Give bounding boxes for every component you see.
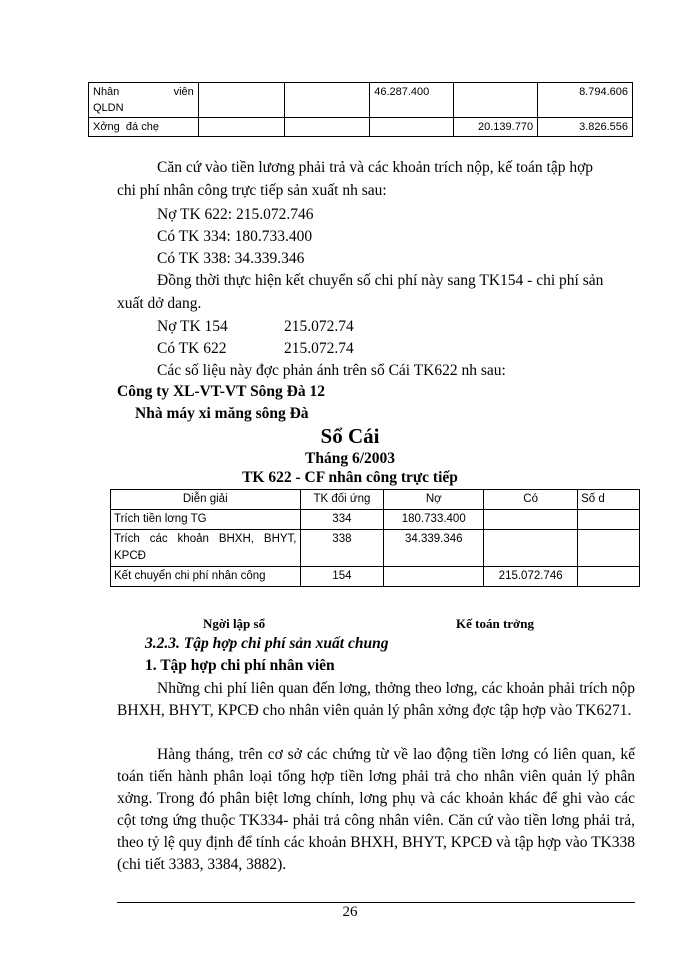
- column-header: Diễn giải: [111, 490, 301, 510]
- table-cell: [454, 83, 538, 118]
- signer-chief-accountant: Kế toán trởng: [456, 616, 534, 631]
- journal-credit: Có TK 334: 180.733.400: [157, 228, 313, 245]
- table-row: [111, 510, 640, 530]
- table-cell: Nhân viên QLDN: [89, 83, 199, 118]
- paragraph: Hàng tháng, trên cơ sở các chứng từ về lao động tiền lơng có liên quan, kế toán tiến hành phân loại tổng hợp tiền lơng phải trả cho nhân viên quản lý phân xởng. Trong đó phân biệt lơng chính, lơng phụ và các khoản khác để ghi vào các cột tơng ứng thuộc TK334- phải trả công nhân viên. Căn cứ vào tiền lơng phải trả, theo tỷ lệ quy định để tính các khoản BHXH, BHYT, KPCĐ và tập hợp vào TK338 (chi tiết 3383, 3384, 3882).: [117, 746, 635, 873]
- table-header-row: [111, 490, 640, 510]
- table-cell: [484, 530, 578, 567]
- journal-debit: Nợ TK 622: 215.072.746: [157, 206, 314, 223]
- footer-rule: [117, 902, 635, 903]
- table-cell: Trích tiền lơng TG: [111, 510, 301, 530]
- table-cell: [198, 118, 284, 137]
- table-row: [89, 83, 633, 118]
- journal-debit-label: Nợ TK 154: [157, 318, 228, 335]
- table-cell: [284, 83, 370, 118]
- table-cell: 8.794.606: [538, 83, 633, 118]
- top-table: [88, 82, 633, 137]
- paragraph-line: xuất dở dang.: [117, 295, 202, 312]
- table-row: [111, 530, 640, 567]
- table-cell: [578, 567, 640, 587]
- table-cell: 180.733.400: [384, 510, 484, 530]
- column-header: Có: [484, 490, 578, 510]
- table-cell: 34.339.346: [384, 530, 484, 567]
- table-cell: 20.139.770: [454, 118, 538, 137]
- journal-credit-label: Có TK 622: [157, 340, 227, 357]
- table-cell: 334: [300, 510, 384, 530]
- paragraph-line: Căn cứ vào tiền lương phải trả và các khoản trích nộp, kế toán tập hợp: [157, 159, 594, 176]
- journal-credit: Có TK 338: 34.339.346: [157, 250, 305, 267]
- paragraph: Những chi phí liên quan đến lơng, thởng theo lơng, các khoản phải trích nộp BHXH, BHYT, KPCĐ cho nhân viên quản lý phân xởng đợc tập hợp vào TK6271.: [117, 680, 635, 719]
- table-cell: 338: [300, 530, 384, 567]
- table-row: [111, 567, 640, 587]
- table-cell: 215.072.746: [484, 567, 578, 587]
- journal-debit-value: 215.072.74: [284, 318, 354, 335]
- table-cell: Kết chuyển chi phí nhân công: [111, 567, 301, 587]
- paragraph-line: chi phí nhân công trực tiếp sản xuất nh sau:: [117, 182, 387, 199]
- table-cell: Trích các khoản BHXH, BHYT, KPCĐ: [111, 530, 301, 567]
- paragraph-line: Đồng thời thực hiện kết chuyển số chi phí này sang TK154 - chi phí sản: [157, 272, 604, 289]
- column-header: TK đối ứng: [300, 490, 384, 510]
- table-cell: 3.826.556: [538, 118, 633, 137]
- table-cell: [284, 118, 370, 137]
- ledger-title: Sổ Cái: [320, 424, 380, 448]
- table-cell: 46.287.400: [370, 83, 454, 118]
- table-cell: [484, 510, 578, 530]
- signer-preparer: Ngời lập sổ: [203, 616, 266, 631]
- ledger-account: TK 622 - CF nhân công trực tiếp: [242, 469, 458, 486]
- section-heading: 3.2.3. Tập hợp chi phí sản xuất chung: [145, 635, 389, 652]
- company-name: Công ty XL-VT-VT Sông Đà 12: [117, 383, 326, 400]
- ledger-table: [110, 489, 640, 587]
- ledger-month: Tháng 6/2003: [304, 450, 395, 467]
- table-cell: [370, 118, 454, 137]
- subsection-heading: 1. Tập hợp chi phí nhân viên: [145, 657, 335, 674]
- table-row: [89, 118, 633, 137]
- journal-credit-value: 215.072.74: [284, 340, 354, 357]
- column-header: Số d: [578, 490, 640, 510]
- paragraph-line: Các số liệu này đợc phản ánh trên sổ Cái TK622 nh sau:: [157, 362, 506, 379]
- table-cell: [198, 83, 284, 118]
- factory-name: Nhà máy xi măng sông Đà: [135, 405, 309, 422]
- table-cell: [578, 530, 640, 567]
- table-cell: Xởng đá chẹ: [89, 118, 199, 137]
- table-cell: [578, 510, 640, 530]
- table-cell: [384, 567, 484, 587]
- column-header: Nợ: [384, 490, 484, 510]
- table-cell: 154: [300, 567, 384, 587]
- page-number: 26: [342, 904, 358, 920]
